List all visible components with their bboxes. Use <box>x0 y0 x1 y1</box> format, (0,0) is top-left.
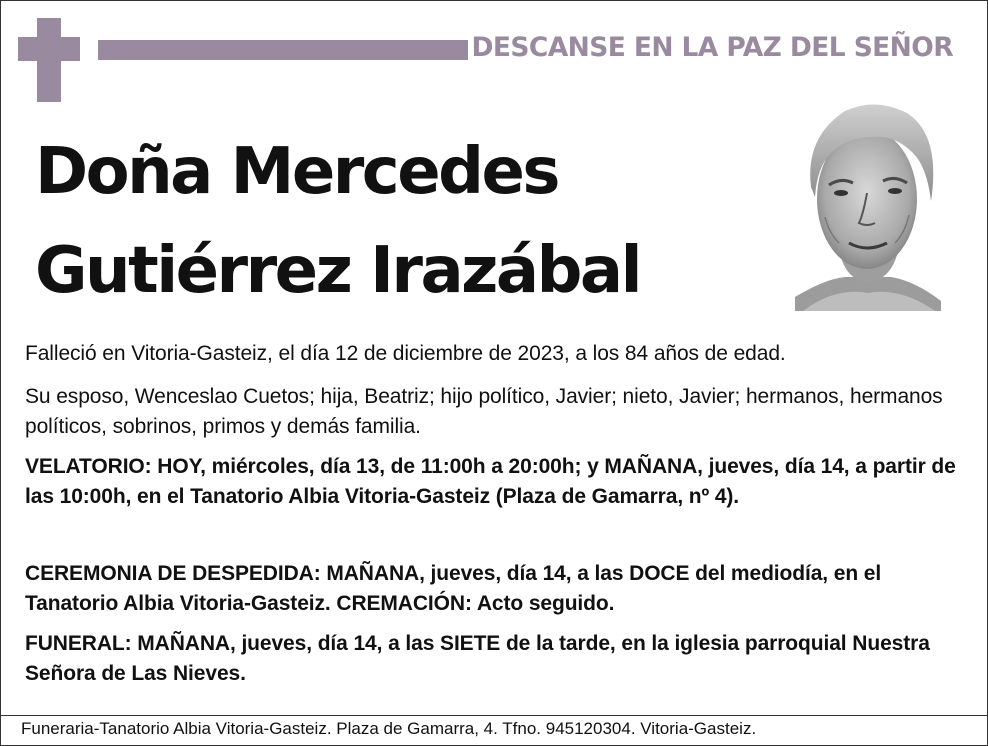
decorative-bar <box>98 40 468 60</box>
footer-divider <box>1 715 988 716</box>
ceremonia-paragraph: CEREMONIA DE DESPEDIDA: MAÑANA, jueves, día 14, a las DOCE del mediodía, en el Tanatorio Albia Vitoria-Gasteiz. CREMACIÓN: Acto seguido. <box>25 562 882 616</box>
family-paragraph: Su esposo, Wenceslao Cuetos; hija, Beatriz; hijo político, Javier; nieto, Javier; hermanos, hermanos políticos, sobrinos, primos y demás familia. <box>25 385 943 439</box>
portrait-photo <box>795 97 941 311</box>
cross-icon-bar <box>18 37 80 61</box>
funeral-paragraph: FUNERAL: MAÑANA, jueves, día 14, a las SIETE de la tarde, en la iglesia parroquial Nuestra Señora de Las Nieves. <box>25 632 930 686</box>
funeral-home-footer: Funeraria-Tanatorio Albia Vitoria-Gasteiz. Plaza de Gamarra, 4. Tfno. 945120304. Vitoria-Gasteiz. <box>21 719 757 738</box>
death-paragraph: Falleció en Vitoria-Gasteiz, el día 12 de diciembre de 2023, a los 84 años de edad. <box>25 342 786 365</box>
deceased-name-last: Gutiérrez Irazábal <box>35 234 641 308</box>
rip-heading: DESCANSE EN LA PAZ DEL SEÑOR <box>471 32 953 63</box>
velatorio-paragraph: VELATORIO: HOY, miércoles, día 13, de 11:00h a 20:00h; y MAÑANA, jueves, día 14, a partir de las 10:00h, en el Tanatorio Albia Vitoria-Gasteiz (Plaza de Gamarra, nº 4). <box>25 455 956 509</box>
deceased-name-first: Doña Mercedes <box>35 135 558 209</box>
